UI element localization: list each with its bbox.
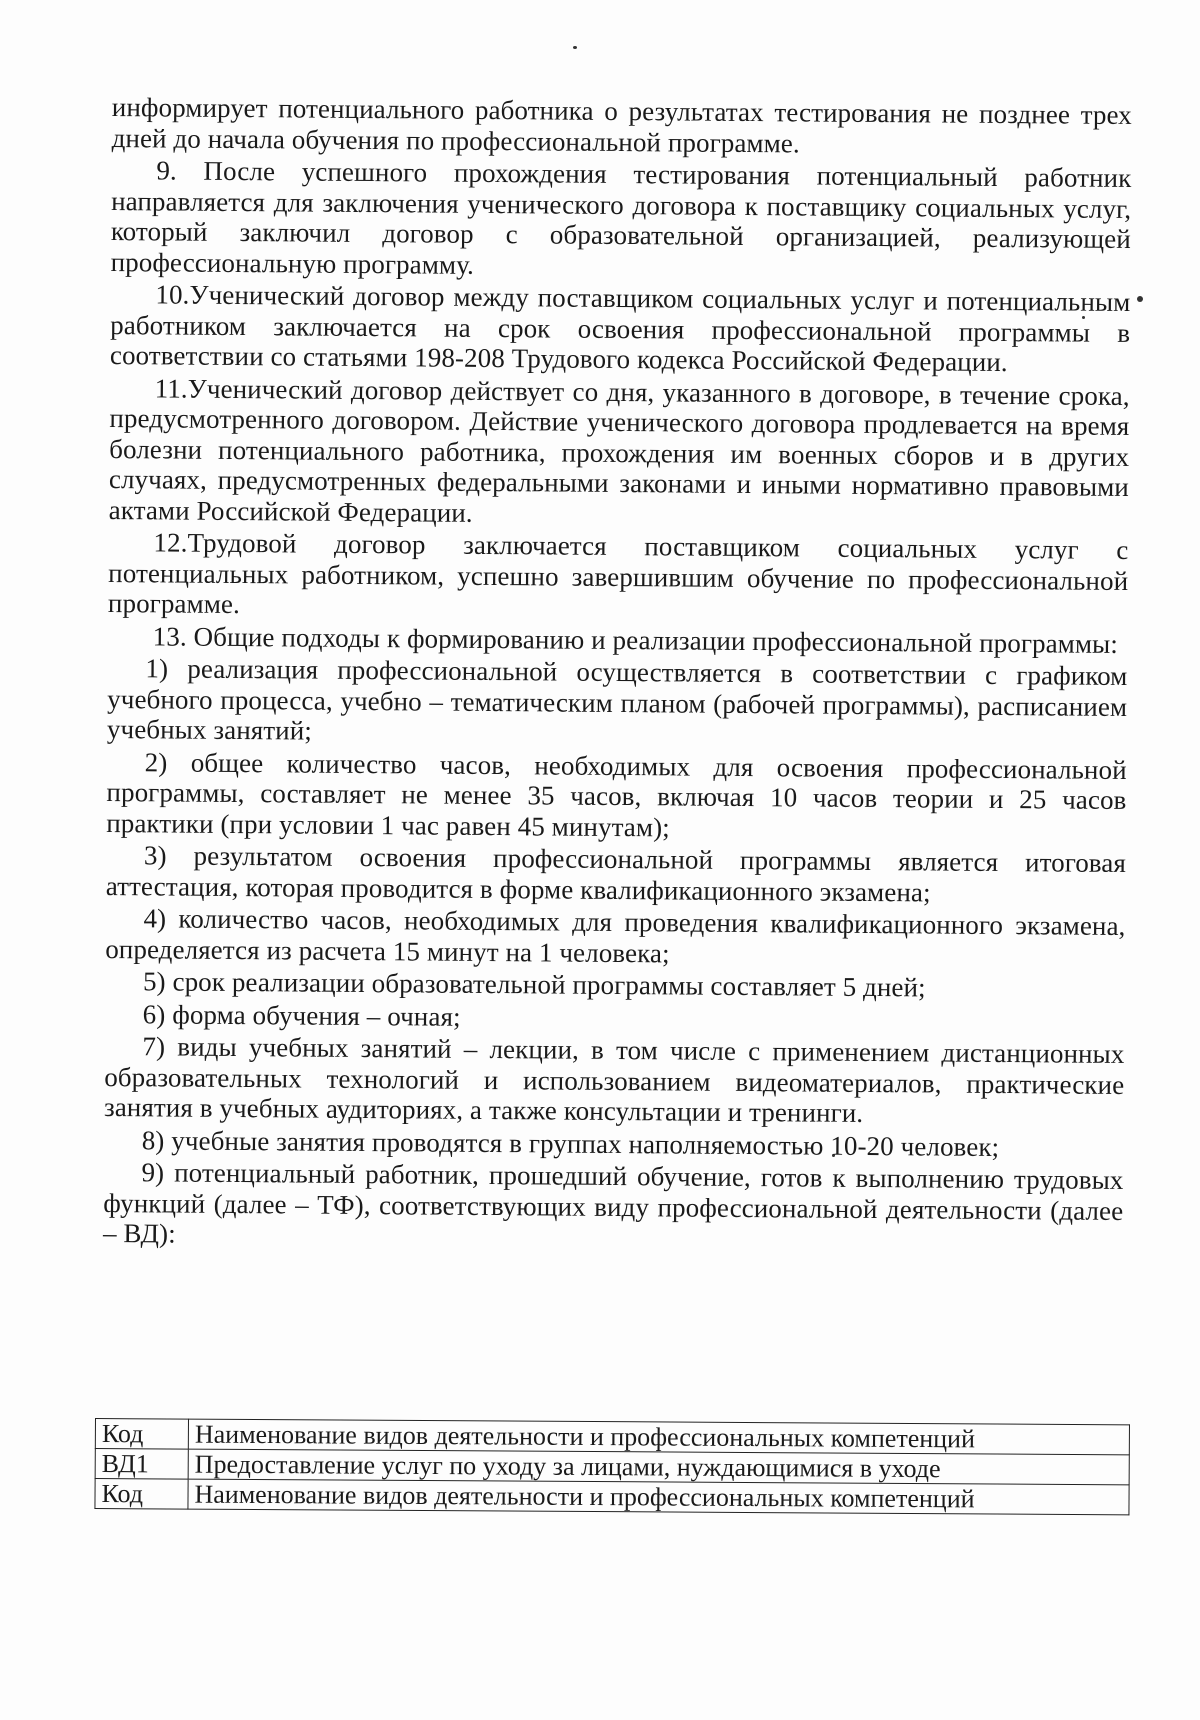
paragraph-continuation: информирует потенциального работника о результатах тестирования не позднее трех дней до начала обучения по профессиональной программе. [111, 92, 1132, 158]
list-item-2: 2) общее количество часов, необходимых для освоения профессиональной программы, составляет не менее 35 часов, включая 10 часов теории и 25 часов практики (при условии 1 час равен 45 минутам); [106, 746, 1127, 842]
scan-speck [573, 46, 577, 49]
paragraph-9: 9. После успешного прохождения тестирования потенциальный работник направляется для заключения ученического договора к поставщику социальных услуг, который заключил договор с образовательной организацией, реализующей профессиональную программу. [110, 155, 1132, 280]
list-item-5: 5) срок реализации образовательной программы составляет 5 дней; [142, 966, 926, 1003]
scan-speck [1137, 296, 1143, 302]
table-cell-code: Код [95, 1419, 188, 1450]
list-item-4: 4) количество часов, необходимых для проведения квалификационного экзамена, определяется из расчета 15 минут на 1 человека; [105, 903, 1126, 968]
list-item-9: 9) потенциальный работник, прошедший обучение, готов к выполнению трудовых функций (далее – ТФ), соответствующих виду профессиональной деятельности (далее – ВД): [102, 1157, 1124, 1249]
list-item-6: 6) форма обучения – очная; [142, 998, 461, 1032]
table-cell-code: Код [95, 1479, 188, 1510]
list-item-3: 3) результатом освоения профессиональной программы является итоговая аттестация, которая проводится в форме квалификационного экзамена; [105, 840, 1127, 907]
document-body [103, 92, 1132, 1258]
table-cell-name: Наименование видов деятельности и профессиональных компетенций [188, 1479, 1129, 1515]
table-cell-code: ВД1 [95, 1449, 188, 1480]
table-cell-name: Предоставление услуг по уходу за лицами, нуждающимися в уходе [188, 1449, 1129, 1485]
list-item-8: 8) учебные занятия проводятся в группах наполняемостью 10-20 человек; [141, 1124, 1000, 1162]
table-row [95, 1479, 1129, 1515]
list-item-1: 1) реализация профессиональной осуществляется в соответствии с графиком учебного процесса, учебно – тематическим планом (рабочей программы), расписанием учебных занятий; [106, 653, 1128, 746]
competencies-table [94, 1418, 1130, 1515]
paragraph-10: 10.Ученический договор между поставщиком социальных услуг и потенциальным работником заключается на срок освоения профессиональной программы в соответствии со статьями 198-208 Трудового кодекса Российской Федерации. [109, 279, 1131, 378]
paragraph-12: 12.Трудовой договор заключается поставщиком социальных услуг с потенциальных работником, успешно завершившим обучение по профессиональной программе. [107, 527, 1129, 620]
table-cell-name: Наименование видов деятельности и профессиональных компетенций [188, 1419, 1129, 1455]
paragraph-11: 11.Ученический договор действует со дня, указанного в договоре, в течение срока, предусмотренного договором. Действие ученического договора продлевается на время болезни потенциального работника, прохождения им военных сборов и в других случаях, предусмотренных федеральными законами и иными нормативно правовыми актами Российской Федерации. [108, 372, 1130, 528]
paragraph-13: 13. Общие подходы к формированию и реализации профессиональной программы: [152, 620, 1119, 659]
list-item-7: 7) виды учебных занятий – лекции, в том числе с применением дистанционных образовательных технологий и использованием видеоматериалов, практические занятия в учебных аудиториях, а также консультации и тренинги. [103, 1031, 1125, 1128]
